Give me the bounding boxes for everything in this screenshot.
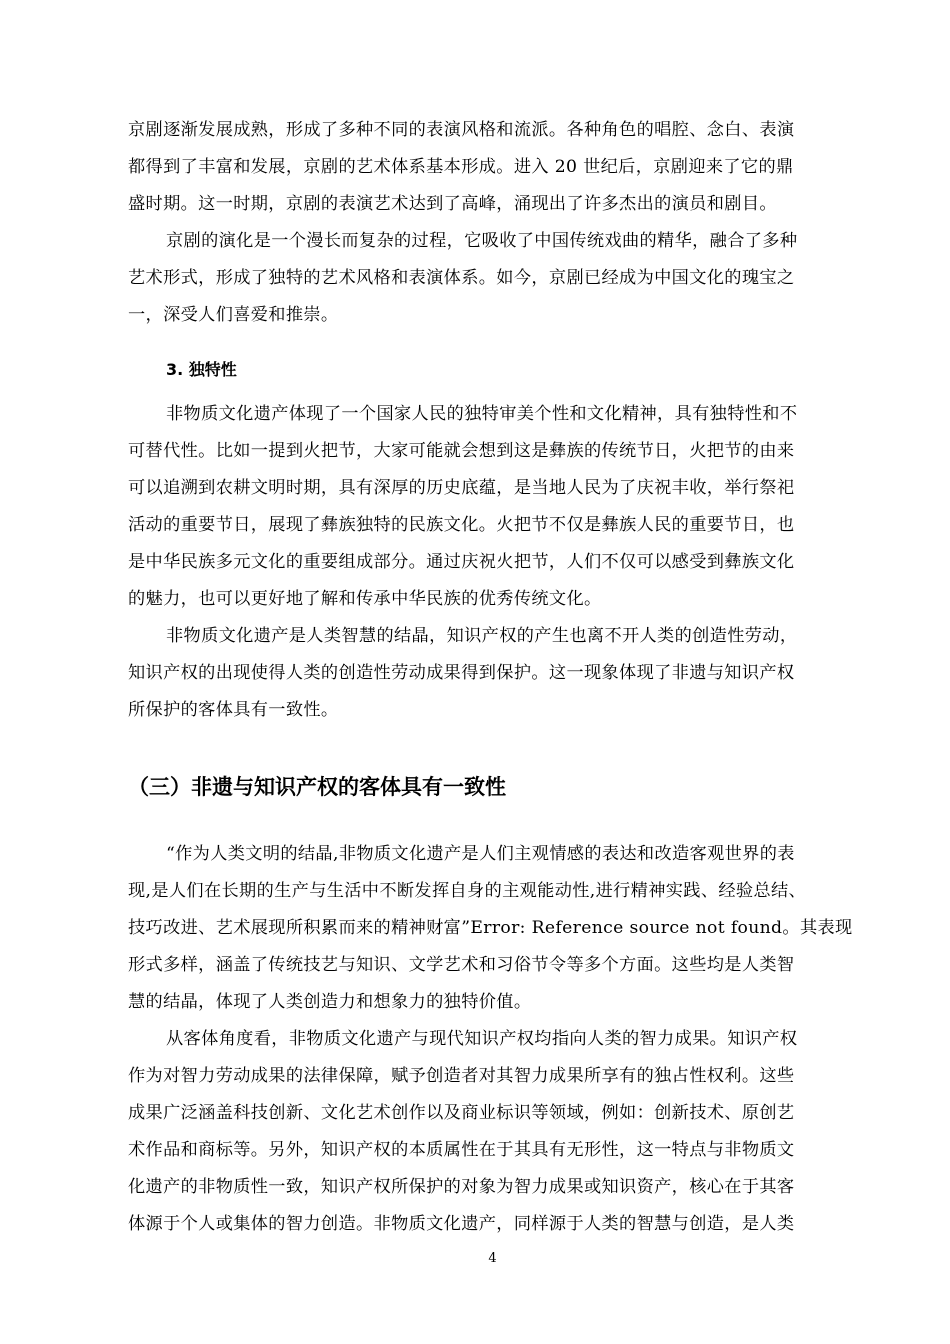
paragraph-line: 形式多样，涵盖了传统技艺与知识、文学艺术和习俗节令等多个方面。这些均是人类智 (128, 955, 795, 975)
paragraph-line: 都得到了丰富和发展，京剧的艺术体系基本形成。进入 20 世纪后，京剧迎来了它的鼎 (128, 157, 794, 177)
paragraph-line: 作为对智力劳动成果的法律保障，赋予创造者对其智力成果所享有的独占性权利。这些 (128, 1066, 795, 1086)
paragraph-line: 体源于个人或集体的智力创造。非物质文化遗产，同样源于人类的智慧与创造，是人类 (128, 1214, 795, 1234)
paragraph-line: 知识产权的出现使得人类的创造性劳动成果得到保护。这一现象体现了非遗与知识产权 (128, 663, 795, 683)
paragraph-line: 可以追溯到农耕文明时期，具有深厚的历史底蕴，是当地人民为了庆祝丰收，举行祭祀 (128, 478, 795, 498)
paragraph-line: 非物质文化遗产是人类智慧的结晶，知识产权的产生也离不开人类的创造性劳动， (166, 626, 798, 646)
paragraph-line: 成果广泛涵盖科技创新、文化艺术创作以及商业标识等领域，例如：创新技术、原创艺 (128, 1103, 795, 1123)
paragraph-line: 化遗产的非物质性一致，知识产权所保护的对象为智力成果或知识资产，核心在于其客 (128, 1177, 795, 1197)
section-heading: （三）非遗与知识产权的客体具有一致性 (128, 775, 506, 799)
paragraph-line: 非物质文化遗产体现了一个国家人民的独特审美个性和文化精神，具有独特性和不 (166, 404, 798, 424)
paragraph-line: “作为人类文明的结晶,非物质文化遗产是人们主观情感的表达和改造客观世界的表 (166, 844, 795, 864)
paragraph-line: 从客体角度看，非物质文化遗产与现代知识产权均指向人类的智力成果。知识产权 (166, 1029, 798, 1049)
paragraph-line: 艺术形式，形成了独特的艺术风格和表演体系。如今，京剧已经成为中国文化的瑰宝之 (128, 268, 795, 288)
paragraph-line: 是中华民族多元文化的重要组成部分。通过庆祝火把节，人们不仅可以感受到彝族文化 (128, 552, 795, 572)
paragraph-line: 慧的结晶，体现了人类创造力和想象力的独特价值。 (128, 992, 532, 1012)
paragraph-line: 京剧的演化是一个漫长而复杂的过程，它吸收了中国传统戏曲的精华，融合了多种 (166, 231, 798, 251)
paragraph-line: 的魅力，也可以更好地了解和传承中华民族的优秀传统文化。 (128, 589, 602, 609)
paragraph-line: 盛时期。这一时期，京剧的表演艺术达到了高峰，涌现出了许多杰出的演员和剧目。 (128, 194, 777, 214)
subheading: 3. 独特性 (166, 360, 237, 379)
paragraph-line: 术作品和商标等。另外，知识产权的本质属性在于其具有无形性，这一特点与非物质文 (128, 1140, 795, 1160)
paragraph-line: 京剧逐渐发展成熟，形成了多种不同的表演风格和流派。各种角色的唱腔、念白、表演 (128, 120, 795, 140)
paragraph-line: 现,是人们在长期的生产与生活中不断发挥自身的主观能动性,进行精神实践、经验总结、 (128, 881, 807, 901)
paragraph-line: 可替代性。比如一提到火把节，大家可能就会想到这是彝族的传统节日，火把节的由来 (128, 441, 795, 461)
paragraph-line: 技巧改进、艺术展现所积累而来的精神财富”Error: Reference source not found。其表现 (128, 918, 853, 938)
paragraph-line: 活动的重要节日，展现了彝族独特的民族文化。火把节不仅是彝族人民的重要节日，也 (128, 515, 795, 535)
page-number: 4 (488, 1251, 497, 1266)
paragraph-line: 所保护的客体具有一致性。 (128, 700, 339, 720)
paragraph-line: 一，深受人们喜爱和推崇。 (128, 305, 339, 325)
